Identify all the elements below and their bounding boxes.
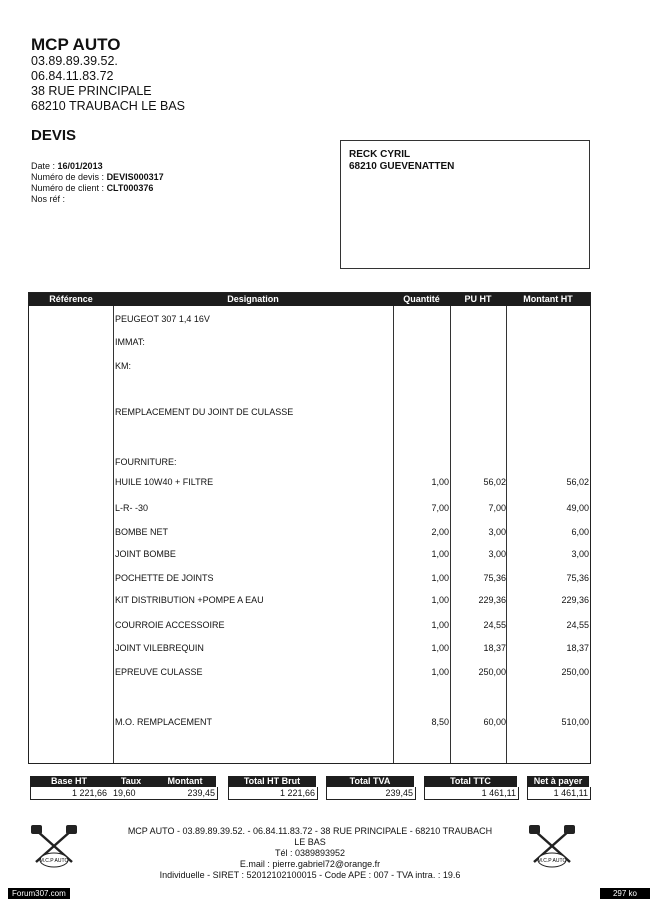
document-title: DEVIS	[31, 127, 77, 144]
client-number-label: Numéro de client :	[31, 183, 105, 193]
row-quantity: 1,00	[431, 643, 449, 653]
row-quantity: 1,00	[431, 477, 449, 487]
header-reference: Référence	[49, 294, 93, 304]
total-tva-value: 239,45	[385, 788, 413, 798]
row-amount: 250,00	[561, 667, 589, 677]
document-meta	[31, 161, 164, 205]
tax-summary-header	[30, 776, 216, 787]
footer-line: LE BAS	[294, 837, 326, 847]
row-designation: BOMBE NET	[115, 527, 169, 537]
row-designation: FOURNITURE:	[115, 457, 177, 467]
total-ttc-label: Total TTC	[450, 776, 491, 786]
total-ht-brut-label: Total HT Brut	[243, 776, 301, 786]
client-name: RECK CYRIL	[349, 149, 411, 160]
mcp-auto-logo-right	[526, 822, 578, 874]
client-address-box	[340, 140, 590, 269]
tax-amount-value: 239,45	[187, 788, 215, 798]
footer-line: Individuelle - SIRET : 52012102100015 - Code APE : 007 - TVA intra. : 19.6	[159, 870, 461, 880]
header-quantity: Quantité	[403, 294, 440, 304]
row-unit-price: 3,00	[488, 549, 506, 559]
base-ht-label: Base HT	[50, 776, 87, 786]
row-designation: COURROIE ACCESSOIRE	[115, 620, 225, 630]
total-tva-label: Total TVA	[349, 776, 391, 786]
row-designation: KIT DISTRIBUTION +POMPE A EAU	[115, 595, 264, 605]
row-designation: PEUGEOT 307 1,4 16V	[115, 314, 210, 324]
total-tva-box	[326, 787, 416, 800]
row-designation: M.O. REMPLACEMENT	[115, 717, 213, 727]
mcp-auto-logo-left	[28, 822, 80, 874]
company-name: MCP AUTO	[31, 35, 121, 54]
row-quantity: 1,00	[431, 549, 449, 559]
row-designation: POCHETTE DE JOINTS	[115, 573, 214, 583]
footer-line: E.mail : pierre.gabriel72@orange.fr	[239, 859, 381, 869]
row-quantity: 2,00	[431, 527, 449, 537]
row-quantity: 7,00	[431, 503, 449, 513]
company-city: 68210 TRAUBACH LE BAS	[31, 99, 186, 113]
row-unit-price: 7,00	[488, 503, 506, 513]
row-unit-price: 250,00	[478, 667, 506, 677]
base-ht-value: 1 221,66	[71, 788, 107, 798]
total-ht-brut-box	[228, 787, 318, 800]
footer-line: MCP AUTO - 03.89.89.39.52. - 06.84.11.83.72 - 38 RUE PRINCIPALE - 68210 TRAUBACH	[127, 826, 493, 836]
row-designation: HUILE 10W40 + FILTRE	[115, 477, 214, 487]
net-to-pay-header	[527, 776, 589, 787]
row-amount: 18,37	[566, 643, 589, 653]
rate-label: Taux	[120, 776, 142, 786]
quote-table	[28, 292, 591, 764]
company-phone2: 06.84.11.83.72	[31, 69, 114, 83]
logo-text: M.C.P AUTO	[39, 858, 69, 864]
column-divider	[506, 306, 507, 763]
row-quantity: 1,00	[431, 595, 449, 605]
devis-number-value: DEVIS000317	[106, 172, 164, 182]
net-to-pay-value: 1 461,11	[553, 788, 588, 798]
row-amount: 75,36	[566, 573, 589, 583]
row-quantity: 1,00	[431, 573, 449, 583]
company-block	[31, 36, 185, 114]
row-amount: 3,00	[571, 549, 589, 559]
tax-amount-label: Montant	[167, 776, 203, 786]
net-to-pay-box	[527, 787, 591, 800]
total-ht-brut-value: 1 221,66	[279, 788, 315, 798]
row-designation: EPREUVE CULASSE	[115, 667, 203, 677]
row-unit-price: 24,55	[483, 620, 506, 630]
total-ttc-header	[424, 776, 517, 787]
header-unit-price: PU HT	[464, 294, 492, 304]
date-label: Date :	[31, 161, 56, 171]
forum-watermark: Forum307.com	[8, 888, 70, 899]
column-divider	[113, 306, 114, 763]
total-ht-brut-header	[228, 776, 316, 787]
row-quantity: 8,50	[431, 717, 449, 727]
row-unit-price: 18,37	[483, 643, 506, 653]
table-header	[29, 293, 590, 306]
file-size-badge: 297 ko	[600, 888, 650, 899]
total-tva-header	[326, 776, 414, 787]
devis-number-label: Numéro de devis :	[31, 172, 105, 182]
row-amount: 49,00	[566, 503, 589, 513]
row-unit-price: 60,00	[483, 717, 506, 727]
row-quantity: 1,00	[431, 620, 449, 630]
logo-text: M.C.P AUTO	[537, 858, 567, 864]
row-designation: REMPLACEMENT DU JOINT DE CULASSE	[115, 407, 294, 417]
row-amount: 510,00	[561, 717, 589, 727]
total-ttc-value: 1 461,11	[481, 788, 516, 798]
header-amount: Montant HT	[523, 294, 573, 304]
row-unit-price: 56,02	[483, 477, 506, 487]
header-designation: Designation	[227, 294, 279, 304]
row-quantity: 1,00	[431, 667, 449, 677]
rate-value: 19,60	[113, 788, 136, 798]
row-designation: L-R- -30	[115, 503, 149, 513]
row-designation: KM:	[115, 361, 132, 371]
row-designation: JOINT VILEBREQUIN	[115, 643, 204, 653]
footer	[100, 826, 520, 881]
tax-summary-values	[30, 787, 218, 800]
row-unit-price: 75,36	[483, 573, 506, 583]
date-value: 16/01/2013	[57, 161, 103, 171]
company-phone1: 03.89.89.39.52.	[31, 54, 118, 68]
row-unit-price: 229,36	[478, 595, 506, 605]
total-ttc-box	[424, 787, 519, 800]
row-amount: 6,00	[571, 527, 589, 537]
footer-line: Tél : 0389893952	[274, 848, 346, 858]
row-designation: JOINT BOMBE	[115, 549, 176, 559]
row-designation: IMMAT:	[115, 337, 145, 347]
row-amount: 24,55	[566, 620, 589, 630]
reference-label: Nos réf :	[31, 194, 66, 204]
row-amount: 56,02	[566, 477, 589, 487]
row-unit-price: 3,00	[488, 527, 506, 537]
company-street: 38 RUE PRINCIPALE	[31, 84, 152, 98]
row-amount: 229,36	[561, 595, 589, 605]
client-number-value: CLT000376	[106, 183, 154, 193]
client-city: 68210 GUEVENATTEN	[349, 161, 455, 172]
net-to-pay-label: Net à payer	[533, 776, 583, 786]
